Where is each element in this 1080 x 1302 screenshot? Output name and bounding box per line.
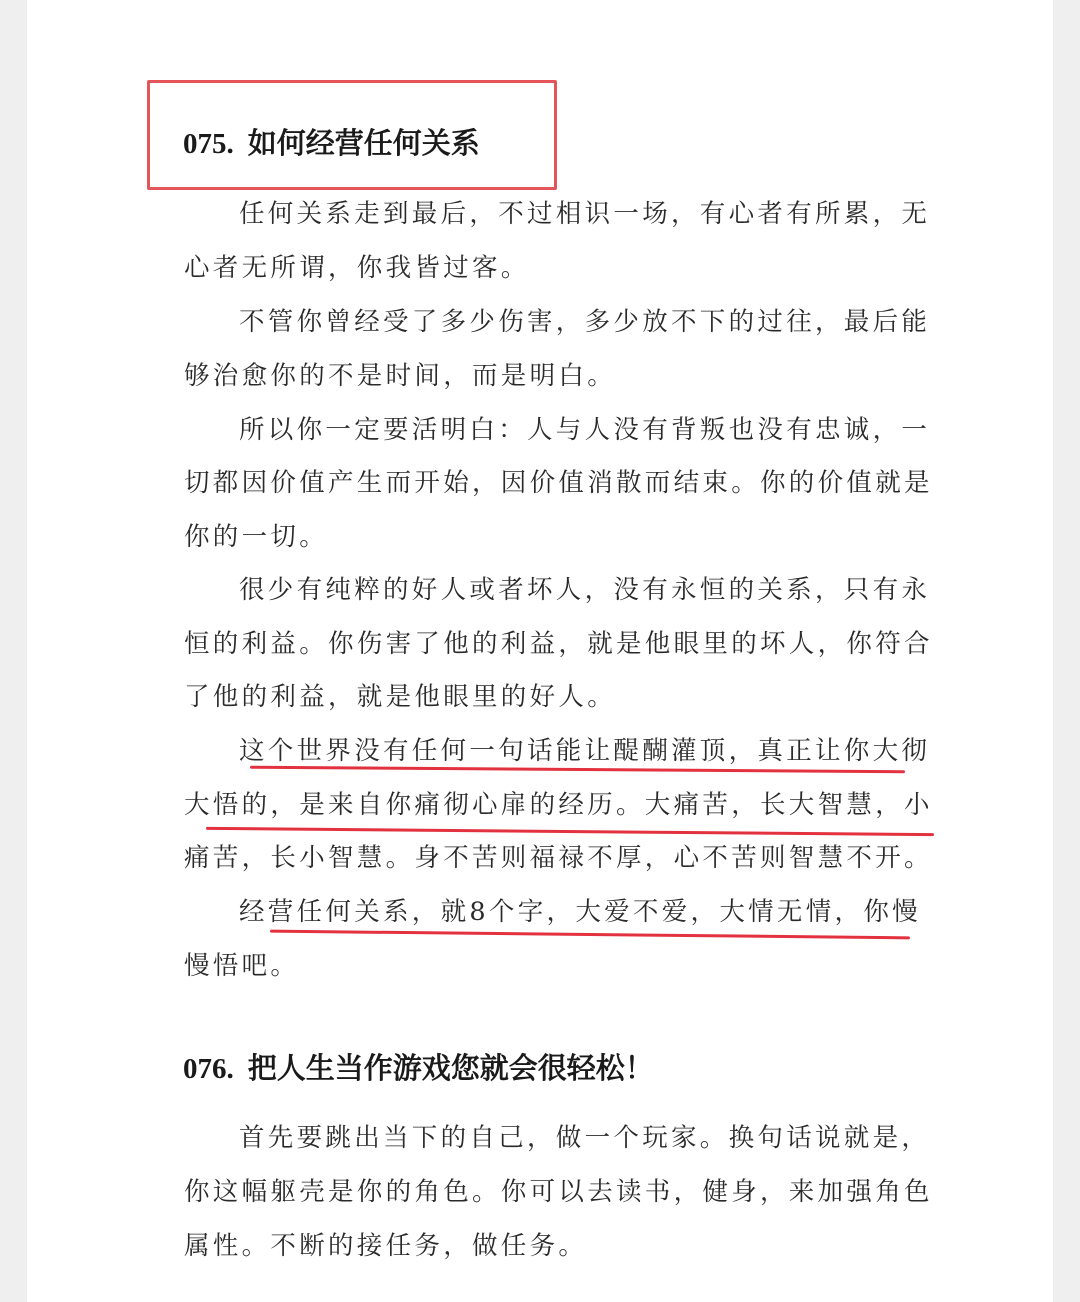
section-title: 如何经营任何关系	[247, 126, 480, 160]
body-line: 恒的利益。你伤害了他的利益，就是他眼里的坏人，你符合	[184, 629, 933, 659]
section-title: 把人生当作游戏您就会很轻松！	[247, 1051, 654, 1085]
body-line: 你这幅躯壳是你的角色。你可以去读书，健身，来加强角色	[184, 1177, 933, 1207]
body-line: 所以你一定要活明白：人与人没有背叛也没有忠诚，一	[239, 415, 931, 445]
body-line: 够治愈你的不是时间，而是明白。	[184, 361, 617, 391]
body-line-underlined: 大悟的，是来自你痛彻心扉的经历。大痛苦，长大智慧，小	[184, 790, 933, 820]
body-line: 痛苦，长小智慧。身不苦则福禄不厚，心不苦则智慧不开。	[184, 843, 933, 873]
body-line-underlined: 这个世界没有任何一句话能让醍醐灌顶，真正让你大彻	[239, 736, 931, 766]
section-number: 075.	[183, 128, 234, 160]
body-line: 不管你曾经受了多少伤害，多少放不下的过往，最后能	[239, 307, 931, 337]
section-heading-075	[183, 126, 480, 160]
body-line: 了他的利益，就是他眼里的好人。	[184, 682, 617, 712]
body-line-underlined: 经营任何关系，就8个字，大爱不爱，大情无情，你慢	[239, 897, 921, 927]
body-line: 你的一切。	[184, 522, 329, 552]
body-line: 很少有纯粹的好人或者坏人，没有永恒的关系，只有永	[239, 575, 931, 605]
body-line: 慢悟吧。	[184, 951, 300, 981]
section-number: 076.	[183, 1053, 234, 1085]
section-heading-076	[183, 1051, 654, 1085]
body-line: 任何关系走到最后，不过相识一场，有心者有所累，无	[239, 199, 931, 229]
body-line: 首先要跳出当下的自己，做一个玩家。换句话说就是，	[239, 1123, 931, 1153]
body-line: 属性。不断的接任务，做任务。	[184, 1231, 588, 1261]
body-line: 心者无所谓，你我皆过客。	[184, 253, 530, 283]
body-line: 切都因价值产生而开始，因价值消散而结束。你的价值就是	[184, 468, 933, 498]
